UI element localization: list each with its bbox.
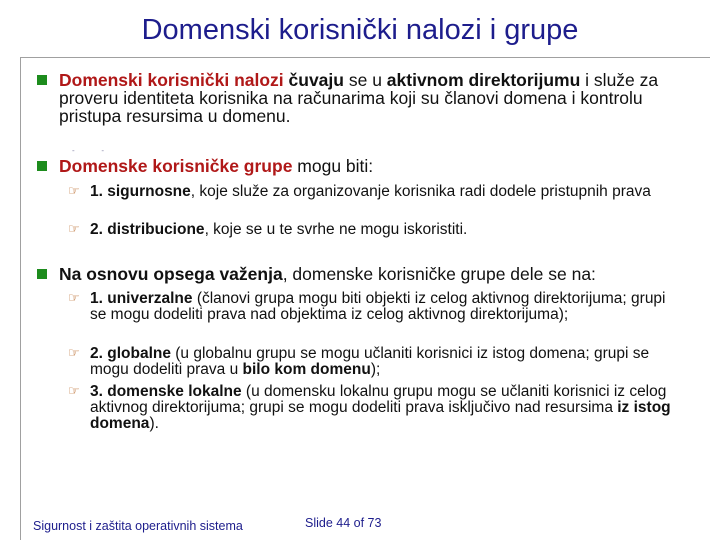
title-divider [20, 57, 710, 58]
footer-course-title: Sigurnost i zaštita operativnih sistema [33, 519, 243, 533]
sub-bullet-2-1 [68, 184, 678, 200]
sub-bullet-3-3-text [90, 384, 678, 432]
bullet-2-text [59, 157, 683, 175]
term-global: 2. globalne [90, 345, 171, 362]
bullet-3-text [59, 265, 683, 283]
term-distribution: 2. distribucione [90, 221, 205, 238]
page-title: Domenski korisnički nalozi i grupe [141, 14, 579, 46]
left-border [20, 57, 21, 540]
sub-bullet-3-1-text [90, 291, 678, 323]
term-security: 1. sigurnosne [90, 183, 191, 200]
pointing-hand-icon: ☞ [68, 346, 80, 361]
sub-bullet-3-3 [68, 384, 678, 432]
term-scope: Na osnovu opsega važenja [59, 264, 283, 284]
bullet-3 [38, 265, 683, 283]
sub-3-3-part: (u domensku lokalnu grupu mogu se učlaniti korisnici iz celog aktivnog direktorijuma; grupi se mogu dodeliti prava isključivo nad resursima [90, 383, 667, 416]
bullet-1 [38, 71, 683, 125]
sub-3-3-end: ). [149, 415, 159, 432]
sub-bullet-3-2-text [90, 346, 678, 378]
term-active-directory: aktivnom direktorijumu [386, 70, 581, 90]
bullet-1-text [59, 71, 683, 125]
term-universal: 1. univerzalne [90, 290, 193, 307]
sub-bullet-3-1 [68, 291, 678, 323]
sub-2-2-rest: , koje se u te svrhe ne mogu iskoristiti. [204, 221, 468, 238]
bullet-2-rest: mogu biti: [292, 156, 374, 176]
term-domain-accounts: Domenski korisnički nalozi [59, 70, 284, 90]
pointing-hand-icon: ☞ [68, 384, 80, 399]
term-domain-local: 3. domenske lokalne [90, 383, 242, 400]
bullet-1-part: se u [343, 70, 387, 90]
sub-3-1-rest: (članovi grupa mogu biti objekti iz celog aktivnog direktorijuma; grupi se mogu dodeliti prava nad objektima iz celog aktivnog direktorijuma); [90, 290, 666, 323]
term-store: čuvaju [288, 70, 344, 90]
sub-bullet-2-1-text [90, 184, 678, 200]
term-domain-groups: Domenske korisničke grupe [59, 156, 293, 176]
square-bullet-icon [37, 75, 47, 85]
square-bullet-icon [37, 161, 47, 171]
stray-marks: - - [72, 146, 104, 155]
sub-3-2-part: (u globalnu grupu se mogu učlaniti korisnici iz istog domena; grupi se mogu dodeliti prava u [90, 345, 650, 378]
bullet-2 [38, 157, 683, 175]
term-any-domain: bilo kom domenu [242, 361, 371, 378]
pointing-hand-icon: ☞ [68, 291, 80, 306]
pointing-hand-icon: ☞ [68, 222, 80, 237]
sub-bullet-2-2-text [90, 222, 678, 238]
bullet-3-rest: , domenske korisničke grupe dele se na: [282, 264, 596, 284]
square-bullet-icon [37, 269, 47, 279]
sub-3-2-end: ); [370, 361, 381, 378]
term-same-domain: iz istog domena [90, 399, 671, 432]
sub-2-1-rest: , koje služe za organizovanje korisnika radi dodele pristupnih prava [190, 183, 651, 200]
slide-counter: Slide 44 of 73 [305, 516, 382, 530]
sub-bullet-2-2 [68, 222, 678, 238]
bullet-1-rest: i služe za proveru identiteta korisnika na računarima koji su članovi domena i kontrolu pristupa resursima u domenu. [59, 70, 659, 126]
sub-bullet-3-2 [68, 346, 678, 378]
pointing-hand-icon: ☞ [68, 184, 80, 199]
